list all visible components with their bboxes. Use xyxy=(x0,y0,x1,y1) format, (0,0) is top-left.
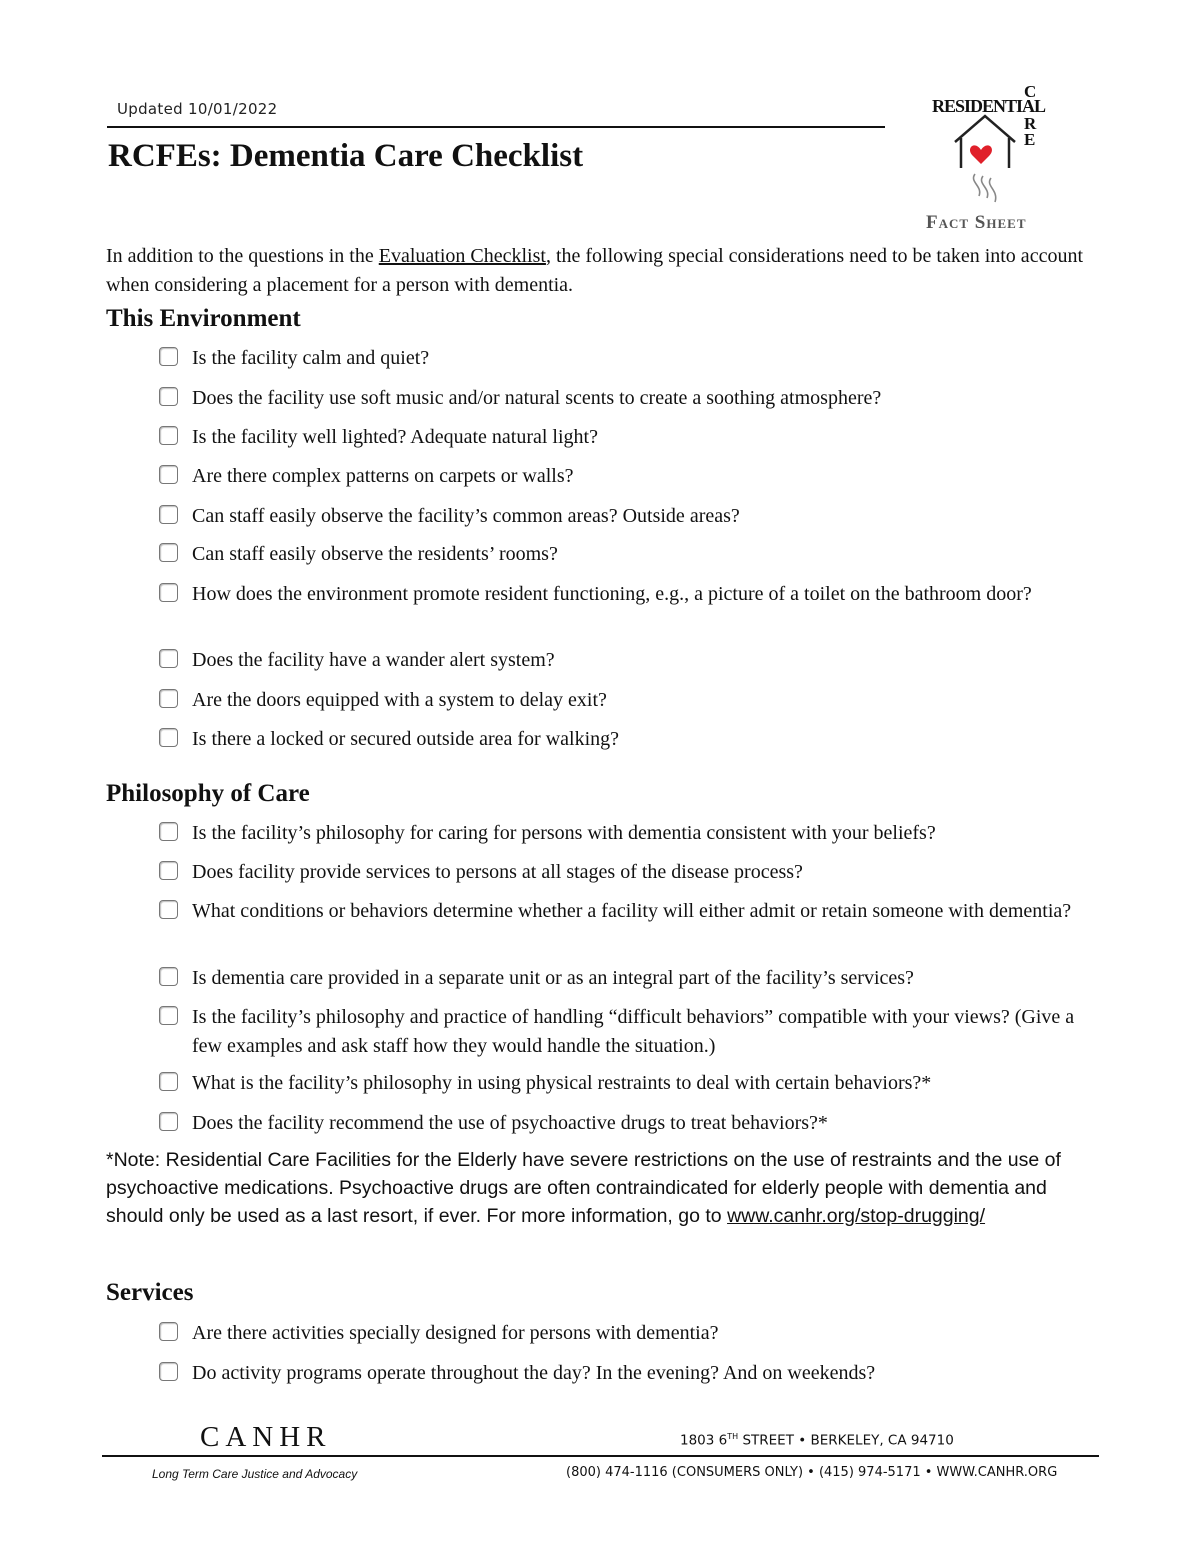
checkbox[interactable] xyxy=(159,1322,178,1341)
checklist-item xyxy=(159,540,1094,569)
checklist-item xyxy=(159,1319,1094,1348)
fact-sheet-label: Fact Sheet xyxy=(926,212,1027,233)
checklist-item-text: How does the environment promote resident functioning, e.g., a picture of a toilet on the bathroom door? xyxy=(192,583,1032,605)
page-title: RCFEs: Dementia Care Checklist xyxy=(108,138,584,174)
section-heading-environment: This Environment xyxy=(106,305,301,332)
checkbox[interactable] xyxy=(159,967,178,986)
logo-letter-c: C xyxy=(1024,82,1037,101)
checklist-item-text: What conditions or behaviors determine whether a facility will either admit or retain someone with dementia? xyxy=(192,900,1072,922)
checklist-item-text: Is the facility calm and quiet? xyxy=(192,347,430,369)
header-rule xyxy=(107,126,885,128)
checklist-item-text: Are there activities specially designed for persons with dementia? xyxy=(192,1322,719,1344)
checklist-item-text: Is the facility well lighted? Adequate natural light? xyxy=(192,426,598,448)
checklist-item xyxy=(159,725,1094,754)
checklist-item-text: Do activity programs operate throughout the day? In the evening? And on weekends? xyxy=(192,1362,876,1384)
checklist-item-text: Is the facility’s philosophy for caring for persons with dementia consistent with your beliefs? xyxy=(192,822,936,844)
checkbox[interactable] xyxy=(159,543,178,562)
checkbox[interactable] xyxy=(159,861,178,880)
intro-text-start: In addition to the questions in the xyxy=(106,245,379,267)
checklist-item-text: Is dementia care provided in a separate unit or as an integral part of the facility’s services? xyxy=(192,967,914,989)
intro-text-end: , the following special considerations need to be taken into account when considering a placement for a person with dementia. xyxy=(106,245,1083,296)
checklist-item-text: What is the facility’s philosophy in using physical restraints to deal with certain behaviors?* xyxy=(192,1072,932,1094)
checklist-item-text: Are the doors equipped with a system to delay exit? xyxy=(192,689,607,711)
checkbox[interactable] xyxy=(159,1112,178,1131)
checklist-item-text: Does the facility have a wander alert system? xyxy=(192,649,555,671)
restraints-note xyxy=(106,1146,1101,1230)
footer-contact: (800) 474-1116 (CONSUMERS ONLY) • (415) 974-5171 • WWW.CANHR.ORG xyxy=(566,1465,1058,1480)
checklist-item xyxy=(159,897,1094,926)
checklist-item-text: Does the facility use soft music and/or natural scents to create a soothing atmosphere? xyxy=(192,387,882,409)
checkbox[interactable] xyxy=(159,1006,178,1025)
footer-tagline: Long Term Care Justice and Advocacy xyxy=(152,1467,358,1481)
checkbox[interactable] xyxy=(159,426,178,445)
checklist-item xyxy=(159,384,1094,413)
checkbox[interactable] xyxy=(159,505,178,524)
checklist-item xyxy=(159,462,1094,491)
checklist-item xyxy=(159,1069,1094,1098)
checkbox[interactable] xyxy=(159,1362,178,1381)
checklist-item xyxy=(159,1359,1094,1388)
checklist-item-text: Is there a locked or secured outside area for walking? xyxy=(192,728,620,750)
checkbox[interactable] xyxy=(159,347,178,366)
checkbox[interactable] xyxy=(159,822,178,841)
checklist-item xyxy=(159,344,1094,373)
stop-drugging-link[interactable]: www.canhr.org/stop-drugging/ xyxy=(727,1205,986,1227)
intro-paragraph xyxy=(106,242,1096,300)
checkbox[interactable] xyxy=(159,1072,178,1091)
checklist-item xyxy=(159,1003,1094,1061)
checklist-item xyxy=(159,858,1094,887)
note-text: *Note: Residential Care Facilities for the Elderly have severe restrictions on the use of restraints and the use of psychoactive medications. Psychoactive drugs are often contraindicated for elderly people with dementia and should only be used as a last resort, if ever. For more information, go to xyxy=(106,1149,1061,1227)
updated-date: Updated 10/01/2022 xyxy=(117,100,278,118)
checklist-item xyxy=(159,819,1094,848)
footer-address xyxy=(680,1432,954,1449)
checklist-item xyxy=(159,502,1094,531)
checkbox[interactable] xyxy=(159,689,178,708)
checklist-item-text: Is the facility’s philosophy and practice of handling “difficult behaviors” compatible with your views? (Give a few examples and ask staff how they would handle the situation.) xyxy=(192,1006,1075,1057)
checklist-item-text: Does facility provide services to persons at all stages of the disease process? xyxy=(192,861,803,883)
checkbox[interactable] xyxy=(159,387,178,406)
checklist-item xyxy=(159,580,1094,609)
footer-rule xyxy=(102,1455,1099,1457)
checklist-item-text: Can staff easily observe the facility’s common areas? Outside areas? xyxy=(192,505,740,527)
checklist-item xyxy=(159,1109,1094,1138)
address-street: STREET • BERKELEY, CA 94710 xyxy=(738,1432,954,1449)
address-superscript: TH xyxy=(727,1432,739,1441)
checklist-item xyxy=(159,423,1094,452)
section-heading-services: Services xyxy=(106,1279,194,1306)
canhr-logo-text: CANHR xyxy=(200,1421,332,1453)
checkbox[interactable] xyxy=(159,583,178,602)
checklist-item xyxy=(159,964,1094,993)
checklist-item-text: Does the facility recommend the use of psychoactive drugs to treat behaviors?* xyxy=(192,1112,828,1134)
address-number: 1803 6 xyxy=(680,1432,728,1449)
checkbox[interactable] xyxy=(159,900,178,919)
logo-wordmark: RESIDENTIAL xyxy=(932,96,1046,116)
section-heading-philosophy: Philosophy of Care xyxy=(106,780,310,807)
logo-letter-e: E xyxy=(1024,130,1036,149)
checkbox[interactable] xyxy=(159,649,178,668)
checkbox[interactable] xyxy=(159,465,178,484)
logo-letter-r: R xyxy=(1024,114,1037,133)
checkbox[interactable] xyxy=(159,728,178,747)
checklist-item xyxy=(159,646,1094,675)
evaluation-checklist-link[interactable]: Evaluation Checklist xyxy=(378,245,546,267)
checklist-item-text: Are there complex patterns on carpets or walls? xyxy=(192,465,574,487)
checklist-item-text: Can staff easily observe the residents’ rooms? xyxy=(192,543,558,565)
checklist-item xyxy=(159,686,1094,715)
